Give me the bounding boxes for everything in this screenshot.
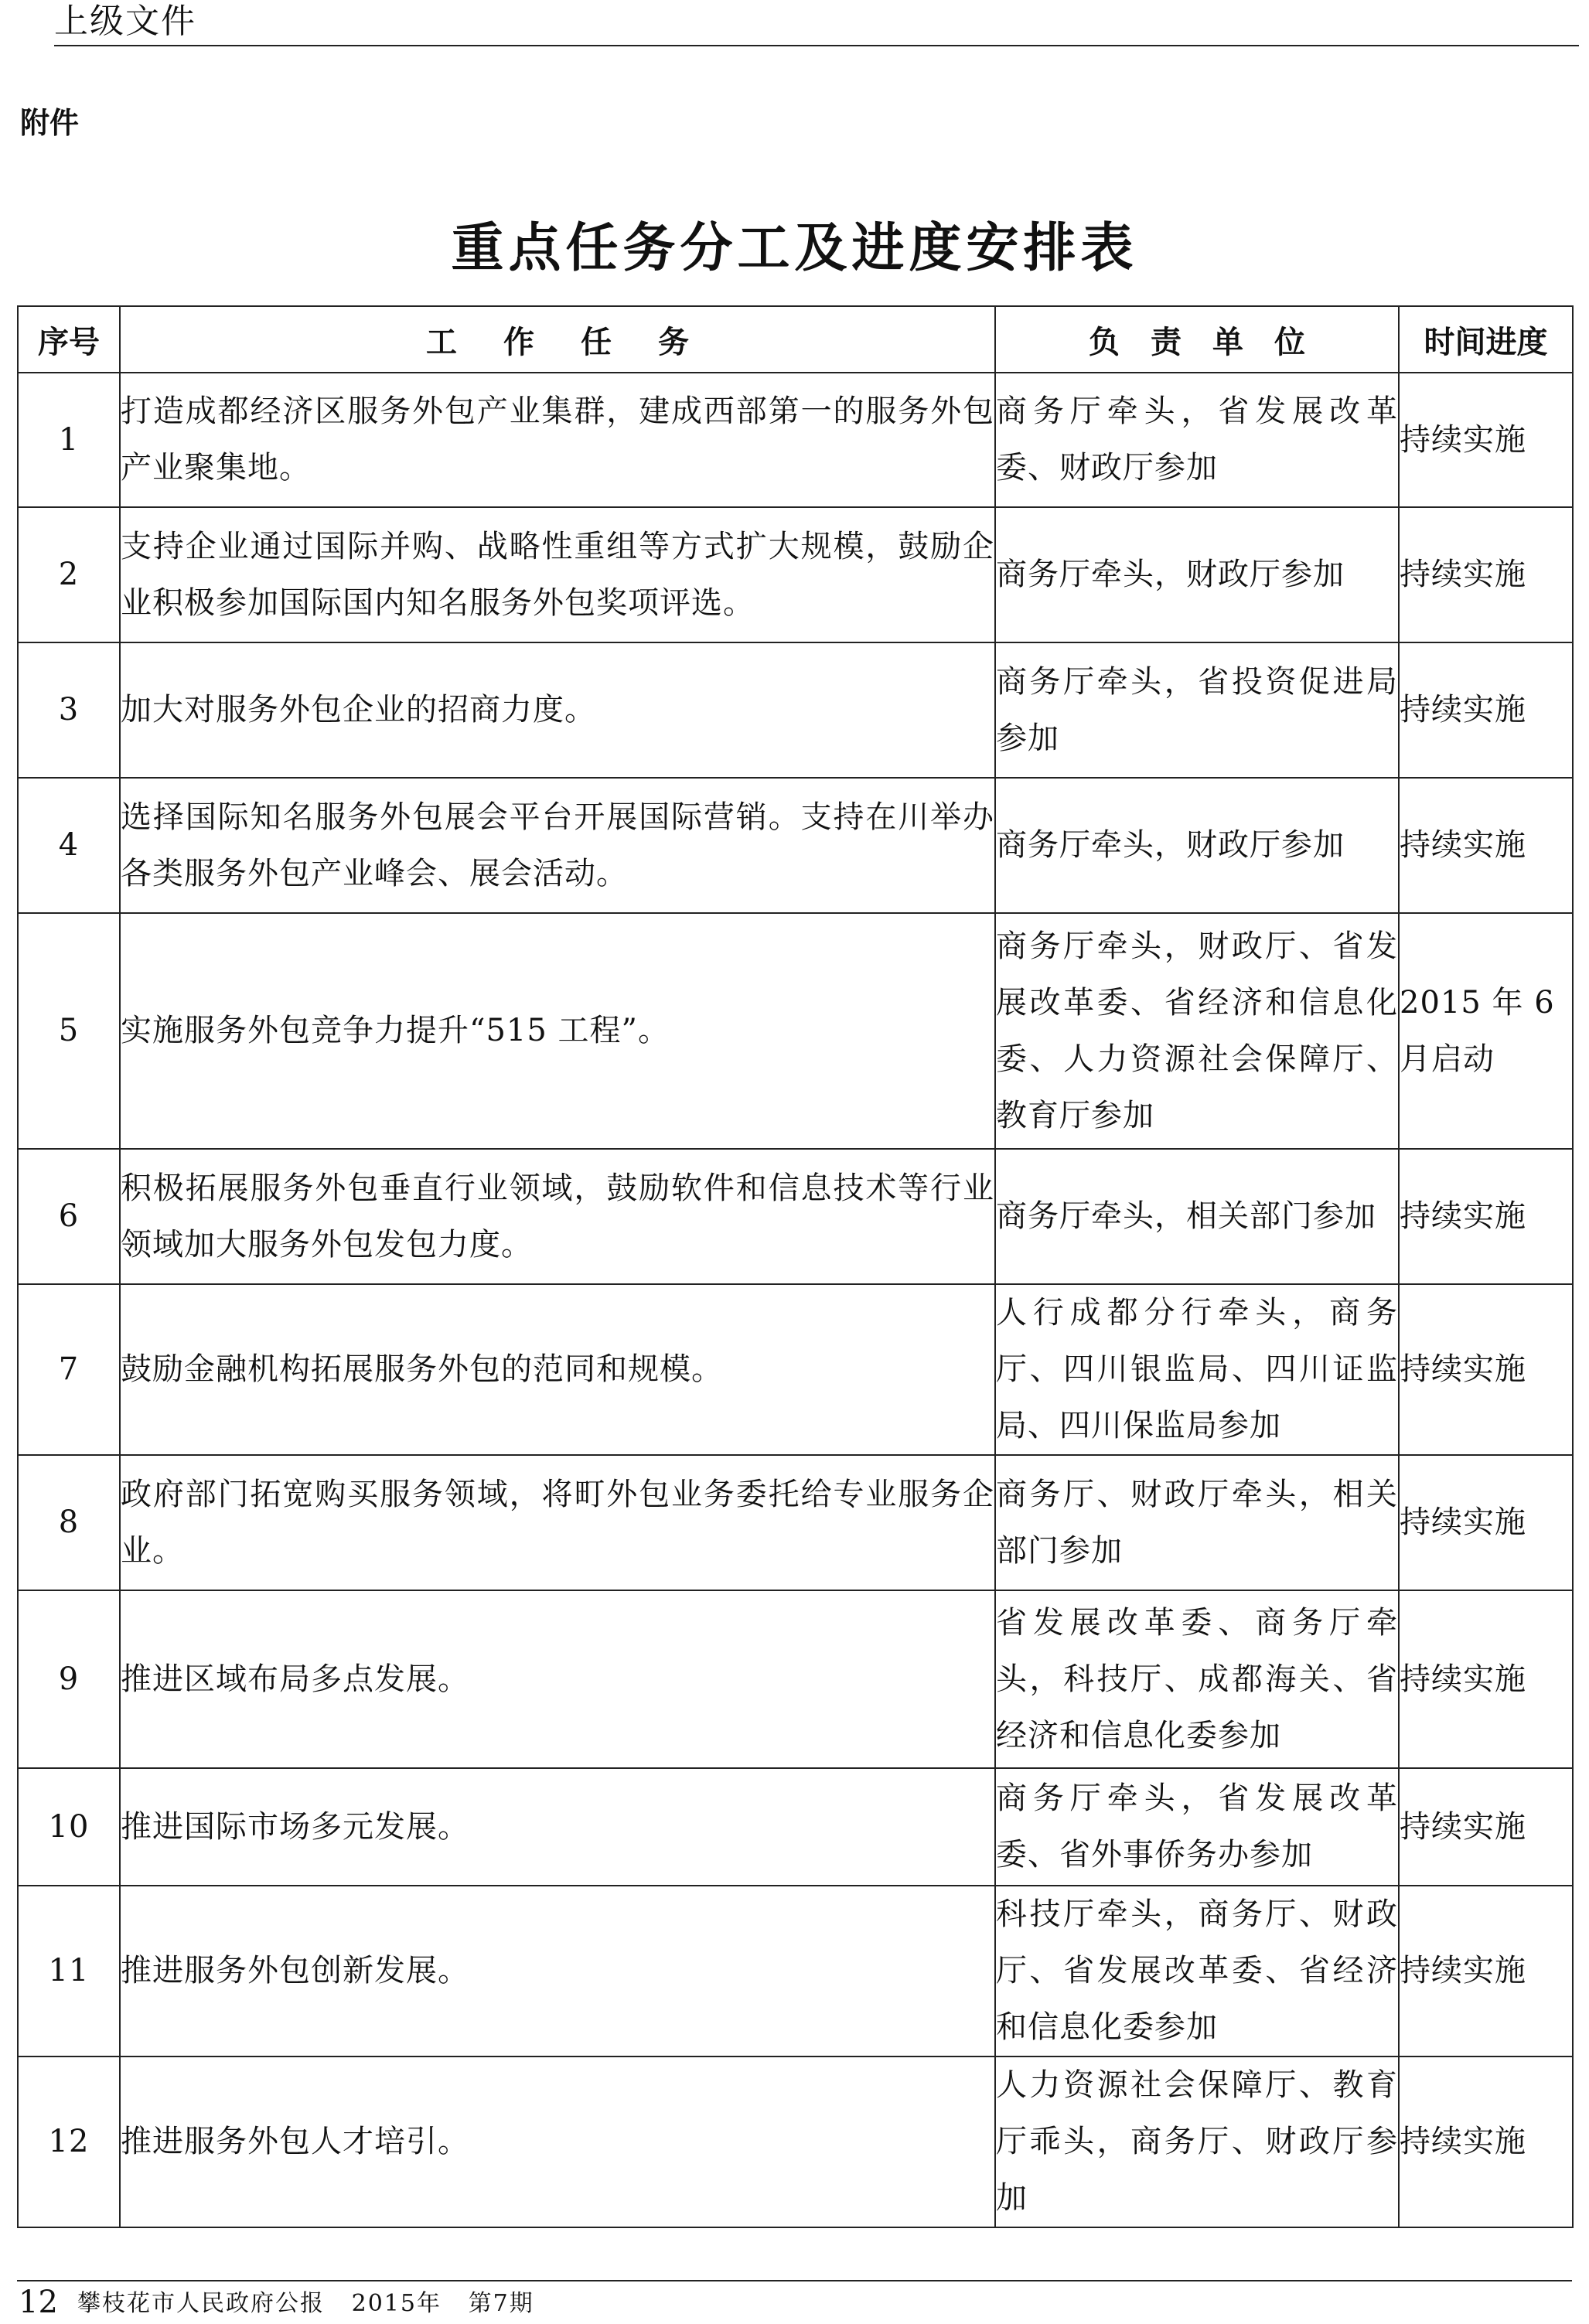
task-description: 选择国际知名服务外包展会平台开展国际营销。支持在川举办各类服务外包产业峰会、展会活动。: [120, 778, 995, 913]
document-title: 重点任务分工及进度安排表: [451, 217, 1138, 279]
row-number: 8: [18, 1455, 120, 1590]
responsible-unit: 人力资源社会保障厅、教育厅乖头，商务厅、财政厅参加: [995, 2057, 1399, 2227]
page-number: 12: [19, 2285, 58, 2320]
responsible-unit: 商务厅牵头，财政厅、省发展改革委、省经济和信息化委、人力资源社会保障厅、教育厅参加: [995, 913, 1399, 1149]
table-row: [18, 507, 1573, 642]
responsible-unit: 商务厅、财政厅牵头，相关部门参加: [995, 1455, 1399, 1590]
time-progress: 持续实施: [1399, 1284, 1573, 1455]
time-progress: 持续实施: [1399, 1149, 1573, 1284]
row-number: 10: [18, 1768, 120, 1886]
responsible-unit: 科技厅牵头，商务厅、财政厅、省发展改革委、省经济和信息化委参加: [995, 1886, 1399, 2057]
task-description: 推进国际市场多元发展。: [120, 1768, 995, 1886]
time-progress: 持续实施: [1399, 642, 1573, 778]
responsible-unit: 省发展改革委、商务厅牵头，科技厅、成都海关、省经济和信息化委参加: [995, 1590, 1399, 1768]
table-row: [18, 1284, 1573, 1455]
table-row: [18, 778, 1573, 913]
table-row: [18, 642, 1573, 778]
task-description: 政府部门拓宽购买服务领域，将町外包业务委托给专业服务企业。: [120, 1455, 995, 1590]
responsible-unit: 人行成都分行牵头，商务厅、四川银监局、四川证监局、四川保监局参加: [995, 1284, 1399, 1455]
column-header-time: 时间进度: [1399, 306, 1573, 373]
row-number: 9: [18, 1590, 120, 1768]
task-description: 打造成都经济区服务外包产业集群，建成西部第一的服务外包产业聚集地。: [120, 373, 995, 507]
responsible-unit: 商务厅牵头，财政厅参加: [995, 507, 1399, 642]
row-number: 3: [18, 642, 120, 778]
section-label: 上级文件: [54, 2, 196, 41]
time-progress: 持续实施: [1399, 1455, 1573, 1590]
table-row: [18, 1590, 1573, 1768]
row-number: 6: [18, 1149, 120, 1284]
time-progress: 持续实施: [1399, 1886, 1573, 2057]
table-row: [18, 2057, 1573, 2227]
time-progress: 持续实施: [1399, 2057, 1573, 2227]
column-header-task: 工作任务: [120, 306, 995, 373]
row-number: 1: [18, 373, 120, 507]
task-description: 加大对服务外包企业的招商力度。: [120, 642, 995, 778]
table-row: [18, 913, 1573, 1149]
responsible-unit: 商务厅牵头，省发展改革委、财政厅参加: [995, 373, 1399, 507]
time-progress: 2015 年 6 月启动: [1399, 913, 1573, 1149]
publication-name: 攀枝花市人民政府公报: [77, 2290, 325, 2317]
task-description: 推进服务外包创新发展。: [120, 1886, 995, 2057]
publication-issue: 第7期: [468, 2290, 534, 2317]
task-description: 实施服务外包竞争力提升“515 工程”。: [120, 913, 995, 1149]
table-header-row: [18, 306, 1573, 373]
attachment-label: 附件: [20, 106, 80, 140]
column-header-no: 序号: [18, 306, 120, 373]
time-progress: 持续实施: [1399, 778, 1573, 913]
row-number: 12: [18, 2057, 120, 2227]
publication-year: 2015年: [351, 2290, 442, 2317]
responsible-unit: 商务厅牵头，省发展改革委、省外事侨务办参加: [995, 1768, 1399, 1886]
table-row: [18, 1149, 1573, 1284]
task-description: 推进服务外包人才培引。: [120, 2057, 995, 2227]
footer-divider: [17, 2280, 1572, 2281]
responsible-unit: 商务厅牵头，财政厅参加: [995, 778, 1399, 913]
table-row: [18, 1768, 1573, 1886]
task-schedule-table: [17, 305, 1574, 2228]
time-progress: 持续实施: [1399, 1590, 1573, 1768]
row-number: 5: [18, 913, 120, 1149]
time-progress: 持续实施: [1399, 1768, 1573, 1886]
row-number: 7: [18, 1284, 120, 1455]
task-description: 推进区域布局多点发展。: [120, 1590, 995, 1768]
time-progress: 持续实施: [1399, 507, 1573, 642]
row-number: 2: [18, 507, 120, 642]
header-divider: [54, 45, 1579, 46]
column-header-unit: 负责单位: [995, 306, 1399, 373]
time-progress: 持续实施: [1399, 373, 1573, 507]
row-number: 11: [18, 1886, 120, 2057]
table-row: [18, 1455, 1573, 1590]
row-number: 4: [18, 778, 120, 913]
responsible-unit: 商务厅牵头，相关部门参加: [995, 1149, 1399, 1284]
publication-info: [77, 2287, 534, 2321]
table-row: [18, 1886, 1573, 2057]
table-row: [18, 373, 1573, 507]
task-description: 支持企业通过国际并购、战略性重组等方式扩大规模，鼓励企业积极参加国际国内知名服务外包奖项评选。: [120, 507, 995, 642]
responsible-unit: 商务厅牵头，省投资促进局参加: [995, 642, 1399, 778]
task-description: 鼓励金融机构拓展服务外包的范同和规模。: [120, 1284, 995, 1455]
task-description: 积极拓展服务外包垂直行业领域，鼓励软件和信息技术等行业领域加大服务外包发包力度。: [120, 1149, 995, 1284]
